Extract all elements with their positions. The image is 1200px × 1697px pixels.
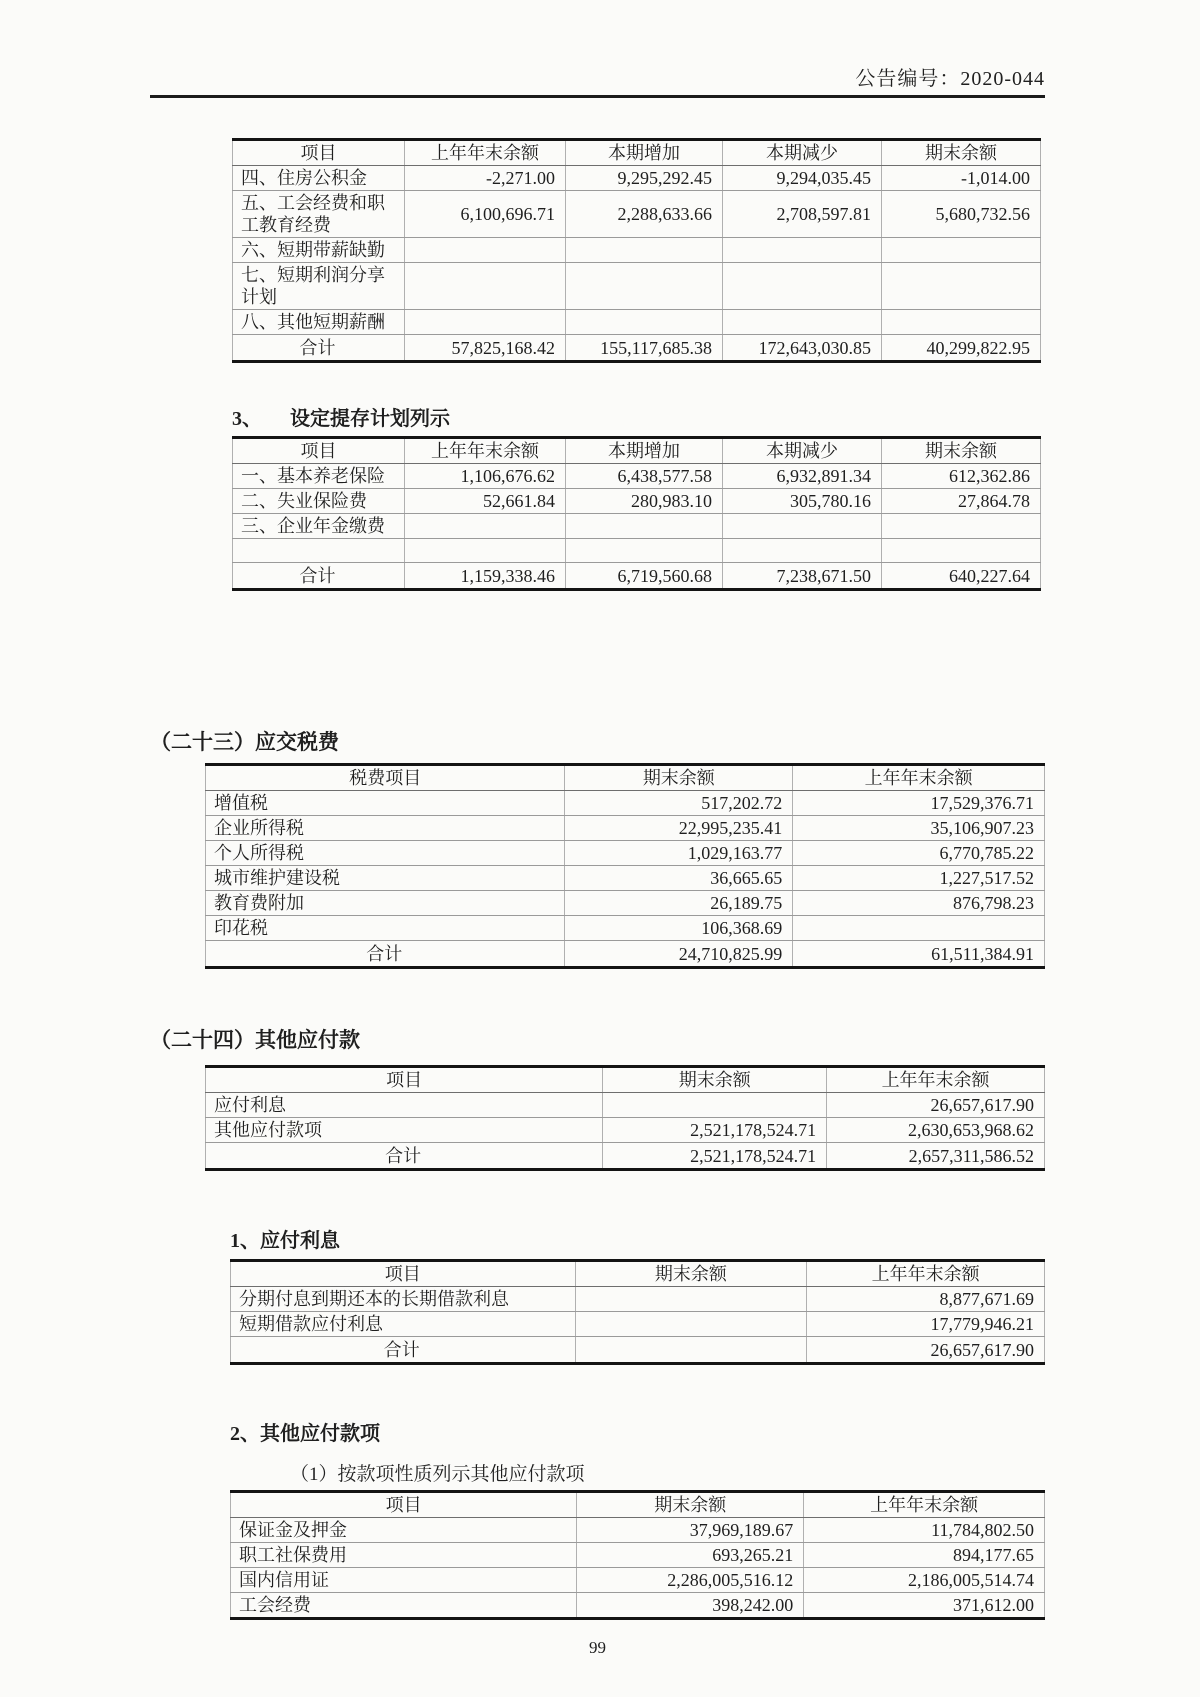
value-cell bbox=[575, 1337, 807, 1364]
value-cell bbox=[566, 263, 723, 310]
heading-taxes-payable: （二十三）应交税费 bbox=[150, 730, 339, 754]
table-row bbox=[231, 1287, 1045, 1312]
item-label-cell: 工会经费 bbox=[239, 1595, 311, 1615]
value-cell: 1,159,338.46 bbox=[405, 563, 566, 590]
item-label-cell: 教育费附加 bbox=[206, 891, 565, 916]
table-row bbox=[206, 866, 1045, 891]
value-cell: 24,710,825.99 bbox=[565, 941, 793, 968]
other-payables-table bbox=[205, 1065, 1045, 1171]
total-row bbox=[231, 1337, 1045, 1364]
table-row bbox=[231, 1518, 1045, 1543]
value-cell: -2,271.00 bbox=[405, 166, 566, 191]
value-cell: 2,288,633.66 bbox=[566, 191, 723, 238]
value-cell: 61,511,384.91 bbox=[793, 941, 1045, 968]
table-row bbox=[206, 841, 1045, 866]
value-cell: 612,362.86 bbox=[882, 464, 1041, 489]
item-label-cell: 其他应付款项 bbox=[206, 1118, 603, 1143]
heading-number: 3、 bbox=[232, 408, 262, 430]
value-cell: 9,294,035.45 bbox=[723, 166, 882, 191]
item-label-cell: 三、企业年金缴费 bbox=[233, 514, 405, 539]
column-header: 本期减少 bbox=[723, 140, 882, 166]
item-label-cell: 六、短期带薪缺勤 bbox=[233, 238, 405, 263]
column-header: 项目 bbox=[231, 1492, 577, 1518]
column-header: 本期增加 bbox=[566, 438, 723, 464]
heading-other-payables: （二十四）其他应付款 bbox=[150, 1028, 360, 1052]
item-label-cell: 印花税 bbox=[206, 916, 565, 941]
value-cell: 2,657,311,586.52 bbox=[827, 1143, 1045, 1170]
table-row bbox=[231, 1543, 1045, 1568]
value-cell: 640,227.64 bbox=[882, 563, 1041, 590]
column-header: 本期增加 bbox=[566, 140, 723, 166]
column-header: 上年年末余额 bbox=[827, 1067, 1045, 1093]
value-cell bbox=[882, 238, 1041, 263]
value-cell bbox=[405, 539, 566, 563]
value-cell: 517,202.72 bbox=[565, 791, 793, 816]
defined-contribution-table bbox=[232, 436, 1041, 591]
table-row bbox=[206, 791, 1045, 816]
table-row bbox=[206, 1118, 1045, 1143]
doc-number: 公告编号：2020-044 bbox=[855, 68, 1045, 90]
short-term-payroll-table bbox=[232, 138, 1041, 363]
item-label-cell: 四、住房公积金 bbox=[233, 166, 405, 191]
header-row bbox=[233, 438, 1041, 464]
value-cell bbox=[723, 514, 882, 539]
header-row bbox=[206, 1067, 1045, 1093]
value-cell: 894,177.65 bbox=[804, 1543, 1045, 1568]
value-cell: 22,995,235.41 bbox=[565, 816, 793, 841]
total-row bbox=[233, 335, 1041, 362]
value-cell: 398,242.00 bbox=[577, 1593, 804, 1619]
value-cell bbox=[575, 1312, 807, 1337]
item-label-cell: 五、工会经费和职工教育经费 bbox=[233, 191, 405, 238]
column-header: 项目 bbox=[233, 140, 405, 166]
taxes-payable-table bbox=[205, 763, 1045, 969]
value-cell bbox=[723, 310, 882, 335]
column-header: 上年年末余额 bbox=[405, 140, 566, 166]
table-row bbox=[231, 1568, 1045, 1593]
value-cell: 155,117,685.38 bbox=[566, 335, 723, 362]
header-row bbox=[231, 1492, 1045, 1518]
column-header: 项目 bbox=[233, 438, 405, 464]
value-cell: 371,612.00 bbox=[804, 1593, 1045, 1619]
value-cell: 26,189.75 bbox=[565, 891, 793, 916]
item-label-cell: 国内信用证 bbox=[231, 1568, 577, 1593]
table-row bbox=[233, 489, 1041, 514]
column-header: 税费项目 bbox=[206, 765, 565, 791]
total-row bbox=[206, 1143, 1045, 1170]
item-label-cell: 合计 bbox=[385, 1145, 422, 1166]
table-row bbox=[233, 263, 1041, 310]
column-header: 期末余额 bbox=[882, 438, 1041, 464]
value-cell: 2,630,653,968.62 bbox=[827, 1118, 1045, 1143]
value-cell bbox=[882, 539, 1041, 563]
item-label-cell: 增值税 bbox=[206, 791, 565, 816]
value-cell: 6,719,560.68 bbox=[566, 563, 723, 590]
table-row bbox=[231, 1312, 1045, 1337]
value-cell bbox=[723, 238, 882, 263]
column-header: 上年年末余额 bbox=[405, 438, 566, 464]
value-cell bbox=[882, 310, 1041, 335]
page-number: 99 bbox=[589, 1638, 606, 1657]
value-cell: 6,100,696.71 bbox=[405, 191, 566, 238]
value-cell bbox=[575, 1287, 807, 1312]
value-cell: 2,521,178,524.71 bbox=[603, 1143, 827, 1170]
value-cell: 52,661.84 bbox=[405, 489, 566, 514]
item-label-cell: 一、基本养老保险 bbox=[233, 464, 405, 489]
value-cell: 6,770,785.22 bbox=[793, 841, 1045, 866]
value-cell bbox=[566, 238, 723, 263]
column-header: 上年年末余额 bbox=[804, 1492, 1045, 1518]
column-header: 期末余额 bbox=[577, 1492, 804, 1518]
value-cell: 6,438,577.58 bbox=[566, 464, 723, 489]
table-row bbox=[206, 891, 1045, 916]
column-header: 上年年末余额 bbox=[807, 1261, 1045, 1287]
value-cell: 305,780.16 bbox=[723, 489, 882, 514]
total-row bbox=[206, 941, 1045, 968]
value-cell: 26,657,617.90 bbox=[827, 1093, 1045, 1118]
column-header: 期末余额 bbox=[565, 765, 793, 791]
column-header: 项目 bbox=[206, 1067, 603, 1093]
item-label-cell: 七、短期利润分享计划 bbox=[233, 263, 405, 310]
other-payables-by-nature-table bbox=[230, 1490, 1045, 1620]
column-header: 本期减少 bbox=[723, 438, 882, 464]
item-label-cell: 企业所得税 bbox=[206, 816, 565, 841]
value-cell: 36,665.65 bbox=[565, 866, 793, 891]
value-cell: 1,106,676.62 bbox=[405, 464, 566, 489]
value-cell: 17,779,946.21 bbox=[807, 1312, 1045, 1337]
table-row bbox=[206, 816, 1045, 841]
item-label-cell bbox=[233, 539, 405, 563]
header-row bbox=[231, 1261, 1045, 1287]
column-header: 上年年末余额 bbox=[793, 765, 1045, 791]
value-cell bbox=[405, 310, 566, 335]
value-cell bbox=[793, 916, 1045, 941]
value-cell: 40,299,822.95 bbox=[882, 335, 1041, 362]
value-cell: -1,014.00 bbox=[882, 166, 1041, 191]
value-cell: 35,106,907.23 bbox=[793, 816, 1045, 841]
value-cell: 106,368.69 bbox=[565, 916, 793, 941]
value-cell: 17,529,376.71 bbox=[793, 791, 1045, 816]
value-cell: 27,864.78 bbox=[882, 489, 1041, 514]
value-cell: 7,238,671.50 bbox=[723, 563, 882, 590]
value-cell: 1,227,517.52 bbox=[793, 866, 1045, 891]
value-cell bbox=[405, 238, 566, 263]
table-row bbox=[233, 191, 1041, 238]
doc-header bbox=[150, 62, 1045, 88]
table-row bbox=[206, 1093, 1045, 1118]
value-cell: 37,969,189.67 bbox=[577, 1518, 804, 1543]
total-row bbox=[233, 563, 1041, 590]
value-cell: 11,784,802.50 bbox=[804, 1518, 1045, 1543]
value-cell bbox=[723, 539, 882, 563]
value-cell: 9,295,292.45 bbox=[566, 166, 723, 191]
item-label-cell: 合计 bbox=[299, 565, 336, 586]
item-label-cell: 合计 bbox=[383, 1339, 420, 1360]
heading-other-payables-items: 2、其他应付款项 bbox=[230, 1423, 380, 1445]
header-rule bbox=[150, 95, 1045, 98]
value-cell: 2,708,597.81 bbox=[723, 191, 882, 238]
value-cell bbox=[566, 310, 723, 335]
value-cell bbox=[566, 514, 723, 539]
item-label-cell: 分期付息到期还本的长期借款利息 bbox=[231, 1287, 576, 1312]
table-row bbox=[206, 916, 1045, 941]
item-label-cell: 短期借款应付利息 bbox=[231, 1312, 576, 1337]
value-cell: 2,186,005,514.74 bbox=[804, 1568, 1045, 1593]
value-cell: 57,825,168.42 bbox=[405, 335, 566, 362]
value-cell bbox=[566, 539, 723, 563]
item-label-cell: 二、失业保险费 bbox=[233, 489, 405, 514]
item-label-cell: 合计 bbox=[299, 337, 336, 358]
value-cell: 172,643,030.85 bbox=[723, 335, 882, 362]
item-label-cell: 城市维护建设税 bbox=[206, 866, 565, 891]
item-label-cell: 职工社保费用 bbox=[231, 1543, 577, 1568]
column-header: 期末余额 bbox=[575, 1261, 807, 1287]
table-row bbox=[233, 238, 1041, 263]
value-cell: 693,265.21 bbox=[577, 1543, 804, 1568]
heading-by-nature: （1）按款项性质列示其他应付款项 bbox=[290, 1464, 585, 1485]
value-cell: 2,286,005,516.12 bbox=[577, 1568, 804, 1593]
value-cell bbox=[603, 1093, 827, 1118]
interest-payable-table bbox=[230, 1259, 1045, 1365]
header-row bbox=[206, 765, 1045, 791]
table-row bbox=[233, 166, 1041, 191]
value-cell bbox=[405, 263, 566, 310]
value-cell: 876,798.23 bbox=[793, 891, 1045, 916]
item-label-cell: 应付利息 bbox=[206, 1093, 603, 1118]
header-row bbox=[233, 140, 1041, 166]
value-cell bbox=[723, 263, 882, 310]
heading-text: 设定提存计划列示 bbox=[290, 408, 450, 430]
table-row bbox=[231, 1593, 1045, 1619]
item-label-cell: 八、其他短期薪酬 bbox=[233, 310, 405, 335]
value-cell: 1,029,163.77 bbox=[565, 841, 793, 866]
value-cell bbox=[405, 514, 566, 539]
column-header: 项目 bbox=[231, 1261, 576, 1287]
value-cell: 26,657,617.90 bbox=[807, 1337, 1045, 1364]
column-header: 期末余额 bbox=[603, 1067, 827, 1093]
heading-defined-contribution-plan bbox=[232, 407, 1045, 432]
item-label-cell: 保证金及押金 bbox=[231, 1518, 577, 1543]
table-row bbox=[233, 514, 1041, 539]
value-cell: 280,983.10 bbox=[566, 489, 723, 514]
heading-interest-payable: 1、应付利息 bbox=[230, 1230, 340, 1252]
value-cell bbox=[882, 514, 1041, 539]
value-cell: 2,521,178,524.71 bbox=[603, 1118, 827, 1143]
column-header: 期末余额 bbox=[882, 140, 1041, 166]
value-cell: 5,680,732.56 bbox=[882, 191, 1041, 238]
item-label-cell: 个人所得税 bbox=[206, 841, 565, 866]
value-cell bbox=[882, 263, 1041, 310]
value-cell: 6,932,891.34 bbox=[723, 464, 882, 489]
value-cell: 8,877,671.69 bbox=[807, 1287, 1045, 1312]
table-row bbox=[233, 310, 1041, 335]
table-row bbox=[233, 464, 1041, 489]
table-row bbox=[233, 539, 1041, 563]
item-label-cell: 合计 bbox=[366, 943, 403, 964]
